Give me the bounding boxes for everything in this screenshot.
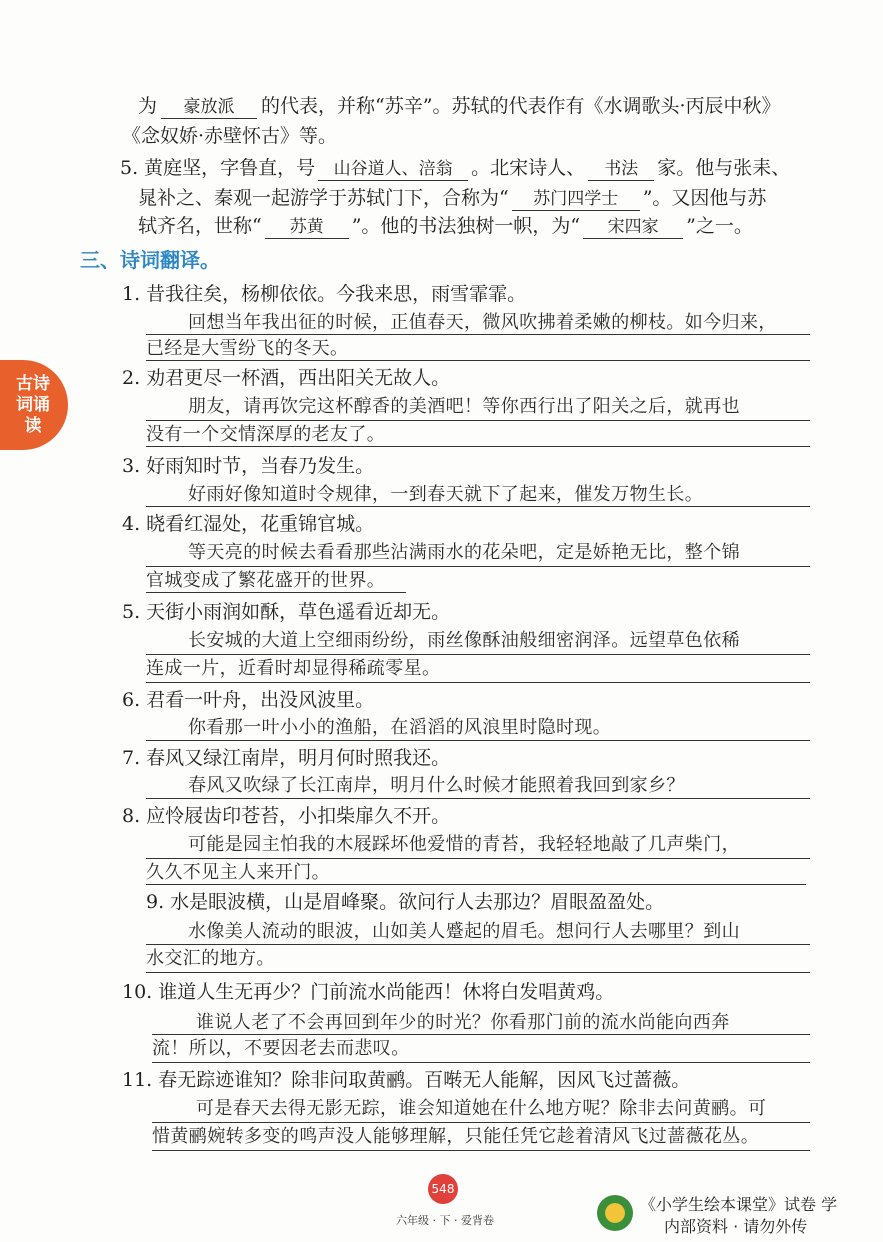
footer-brand: 《小学生绘本课堂》试卷 学 xyxy=(640,1195,838,1214)
answer-rule xyxy=(146,944,810,945)
answer-rule xyxy=(152,1034,810,1035)
question-8: 8. 应怜屐齿印苍苔，小扣柴扉久不开。 xyxy=(122,805,451,827)
answer-5-line-2: 连成一片，近看时却显得稀疏零星。 xyxy=(146,658,441,679)
answer-rule xyxy=(152,1122,810,1123)
intro-line-1 xyxy=(138,94,780,119)
answer-2-line-1: 朋友，请再饮完这杯醇香的美酒吧！等你西行出了阳关之后，就再也 xyxy=(188,396,740,417)
question-5-line-2 xyxy=(138,186,766,211)
side-tab xyxy=(0,360,68,450)
question-5: 5. 天街小雨润如酥，草色遥看近却无。 xyxy=(122,601,451,623)
answer-rule xyxy=(146,446,810,447)
text: 家。他与张耒、 xyxy=(657,157,791,179)
answer-rule xyxy=(146,566,810,567)
answer-10-line-1: 谁说人老了不会再回到年少的时光？你看那门前的流水尚能向西奔 xyxy=(196,1012,730,1033)
question-1: 1. 昔我往矣，杨柳依依。今我来思，雨雪霏霏。 xyxy=(122,283,527,305)
answer-rule xyxy=(146,420,810,421)
question-3: 3. 好雨知时节，当春乃发生。 xyxy=(122,455,375,477)
answer-4-line-1: 等天亮的时候去看看那些沾满雨水的花朵吧，定是娇艳无比，整个锦 xyxy=(188,542,740,563)
answer-rule xyxy=(146,972,810,973)
side-tab-label: 古诗词诵读 xyxy=(16,373,50,436)
answer-rule xyxy=(146,740,810,741)
answer-blank: 豪放派 xyxy=(161,96,257,119)
footer-grade: 六年级 · 下 · 爱背卷 xyxy=(396,1214,494,1227)
question-11: 11. 春无踪迹谁知？除非问取黄鹂。百啭无人能解，因风飞过蔷薇。 xyxy=(122,1069,691,1091)
answer-9-line-2: 水交汇的地方。 xyxy=(146,948,275,969)
answer-blank: 苏黄 xyxy=(265,216,349,239)
answer-8-line-1: 可能是园主怕我的木屐踩坏他爱惜的青苔，我轻轻地敲了几声柴门， xyxy=(188,834,740,855)
publisher-logo-icon xyxy=(597,1195,633,1231)
answer-10-line-2: 流！所以，不要因老去而悲叹。 xyxy=(152,1038,410,1059)
answer-6-line-1: 你看那一叶小小的渔船，在滔滔的风浪里时隐时现。 xyxy=(188,717,612,738)
answer-1-line-1: 回想当年我出征的时候，正值春天，微风吹拂着柔嫩的柳枝。如今归来， xyxy=(188,312,777,333)
answer-rule xyxy=(146,798,810,799)
answer-9-line-1: 水像美人流动的眼波，山如美人蹙起的眉毛。想问行人去哪里？到山 xyxy=(188,921,740,942)
footer-notice: 内部资料 · 请勿外传 xyxy=(664,1217,808,1236)
answer-7-line-1: 春风又吹绿了长江南岸，明月什么时候才能照着我回到家乡？ xyxy=(188,775,685,796)
answer-blank: 山谷道人、涪翁 xyxy=(318,158,468,181)
question-9: 9. 水是眼波横，山是眉峰聚。欲问行人去那边？眉眼盈盈处。 xyxy=(146,891,665,913)
answer-rule xyxy=(146,884,806,885)
answer-rule xyxy=(146,682,810,683)
question-2: 2. 劝君更尽一杯酒，西出阳关无故人。 xyxy=(122,367,451,389)
question-6: 6. 君看一叶舟，出没风波里。 xyxy=(122,689,375,711)
text: ”之一。 xyxy=(686,215,753,237)
answer-11-line-2: 惜黄鹂婉转多变的鸣声没人能够理解，只能任凭它趁着清风飞过蔷薇花丛。 xyxy=(152,1126,760,1147)
question-4: 4. 晓看红湿处，花重锦官城。 xyxy=(122,513,375,535)
text: 。北宋诗人、 xyxy=(471,157,586,179)
question-7: 7. 春风又绿江南岸，明月何时照我还。 xyxy=(122,747,451,769)
page-number: 548 xyxy=(428,1174,458,1204)
answer-blank: 苏门四学士 xyxy=(512,188,640,211)
answer-2-line-2: 没有一个交情深厚的老友了。 xyxy=(146,424,386,445)
text: 的代表，并称“苏辛”。苏轼的代表作有《水调歌头·丙辰中秋》 xyxy=(261,95,781,117)
answer-4-line-2: 官城变成了繁花盛开的世界。 xyxy=(146,570,386,591)
answer-11-line-1: 可是春天去得无影无踪，谁会知道她在什么地方呢？除非去问黄鹂。可 xyxy=(196,1098,767,1119)
text: 轼齐名，世称“ xyxy=(138,215,262,237)
answer-rule xyxy=(152,1062,810,1063)
answer-rule xyxy=(146,654,810,655)
answer-rule xyxy=(146,506,810,507)
section-title: 三、诗词翻译。 xyxy=(80,248,220,272)
answer-1-line-2: 已经是大雪纷飞的冬天。 xyxy=(146,338,349,359)
text: ”。又因他与苏 xyxy=(642,187,767,209)
answer-rule xyxy=(146,592,406,593)
answer-rule xyxy=(146,858,810,859)
text: 晁补之、秦观一起游学于苏轼门下，合称为“ xyxy=(138,187,509,209)
question-5-line-3 xyxy=(138,214,753,239)
text: 为 xyxy=(138,95,158,117)
answer-rule xyxy=(146,360,810,361)
answer-3-line-1: 好雨好像知道时令规律，一到春天就下了起来，催发万物生长。 xyxy=(188,484,704,505)
answer-8-line-2: 久久不见主人来开门。 xyxy=(146,862,330,883)
answer-blank: 书法 xyxy=(588,158,654,181)
question-10: 10. 谁道人生无再少？门前流水尚能西！休将白发唱黄鸡。 xyxy=(122,981,615,1003)
intro-line-2: 《念奴娇·赤壁怀古》等。 xyxy=(122,125,338,147)
question-5-line-1 xyxy=(120,156,790,181)
answer-blank: 宋四家 xyxy=(583,216,683,239)
answer-rule xyxy=(146,334,810,335)
text: ”。他的书法独树一帜，为“ xyxy=(351,215,581,237)
answer-rule xyxy=(152,1150,810,1151)
text: 5. 黄庭坚，字鲁直，号 xyxy=(120,157,316,179)
answer-5-line-1: 长安城的大道上空细雨纷纷，雨丝像酥油般细密润泽。远望草色依稀 xyxy=(188,630,740,651)
